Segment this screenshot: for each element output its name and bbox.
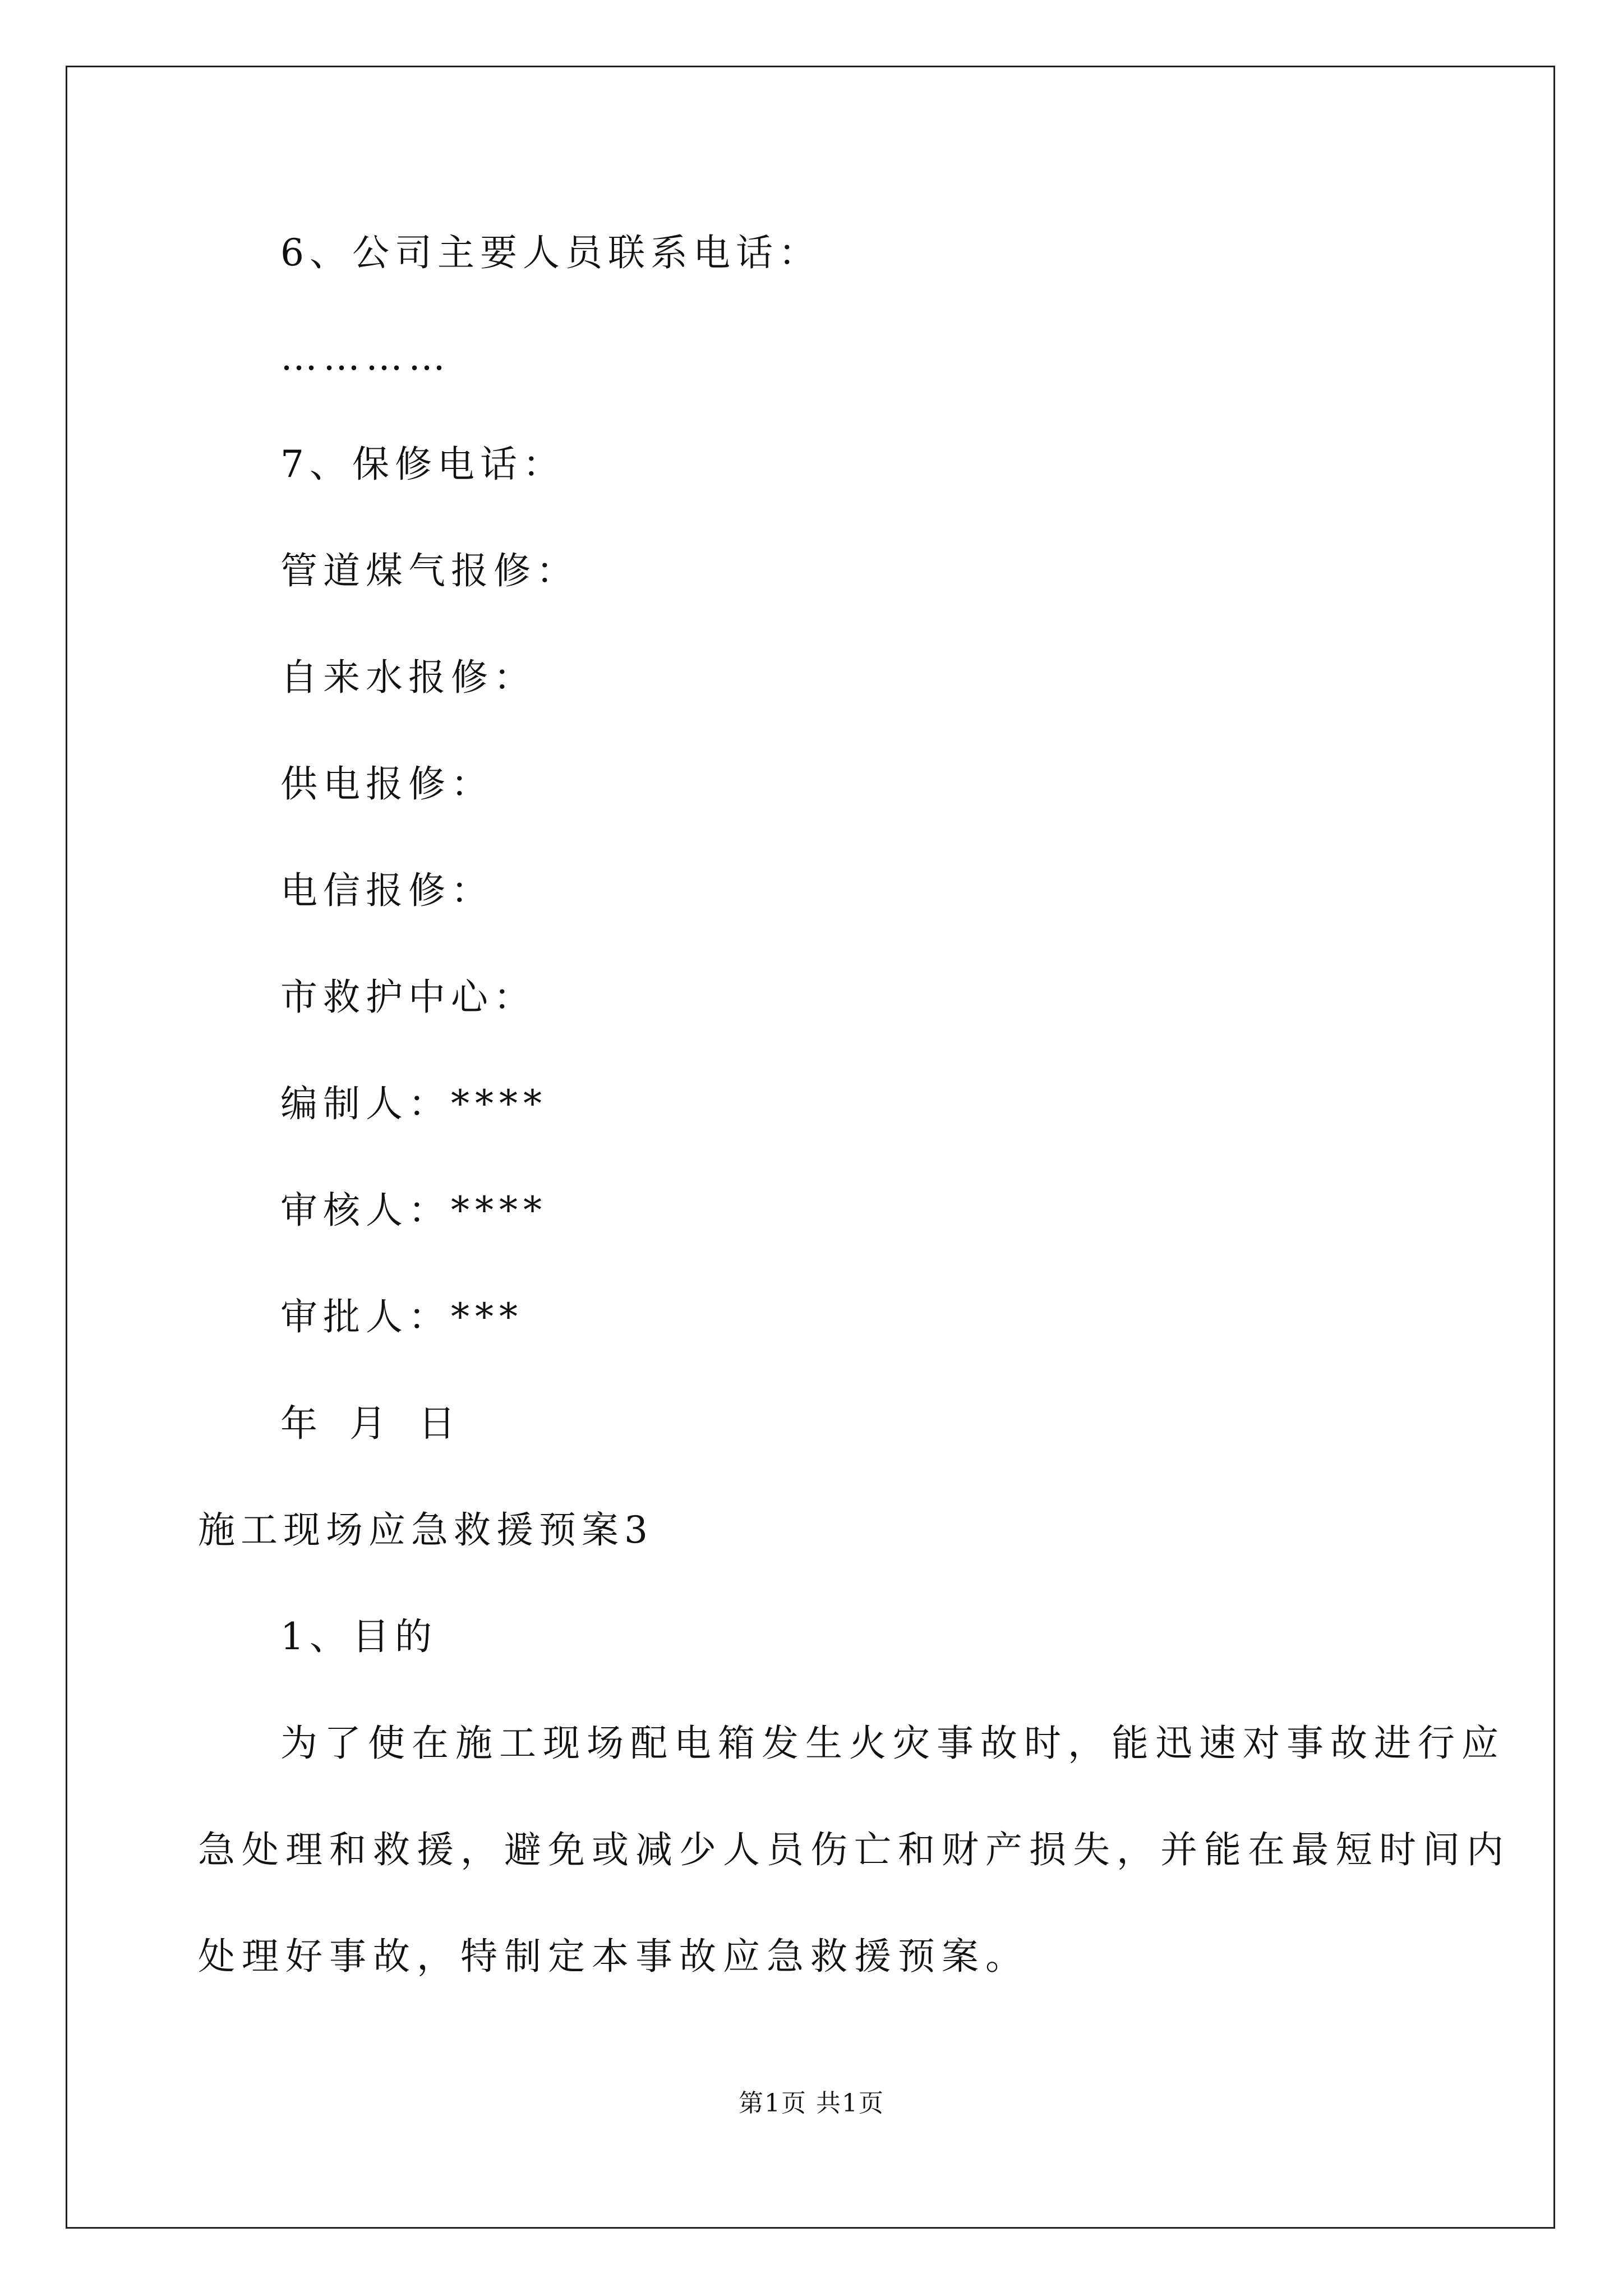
telecom-repair-line: 电信报修： (280, 869, 494, 912)
gas-repair-line: 管道煤气报修： (280, 549, 579, 592)
water-repair-line: 自来水报修： (280, 656, 536, 699)
prepared-by-line: 编制人：**** (280, 1082, 547, 1125)
reviewed-by-line: 审核人：**** (280, 1189, 547, 1232)
paragraph-line-2: 急处理和救援，避免或减少人员伤亡和财产损失，并能在最短时间内 (198, 1828, 1510, 1871)
rescue-center-line: 市救护中心： (280, 976, 536, 1019)
paragraph-line-3: 处理好事故，特制定本事故应急救援预案。 (198, 1935, 1029, 1978)
page-frame (66, 66, 1555, 2229)
repair-phone-heading: 7、保修电话： (280, 443, 565, 486)
approved-by-line: 审批人：*** (280, 1295, 523, 1338)
date-line: 年 月 日 (280, 1402, 465, 1445)
page-footer: 第1页 共1页 (739, 2089, 884, 2118)
contact-phone-heading: 6、公司主要人员联系电话： (280, 231, 821, 274)
paragraph-line-1: 为了使在施工现场配电箱发生火灾事故时，能迅速对事故进行应 (280, 1722, 1505, 1765)
ellipsis-line: ………… (280, 335, 451, 379)
purpose-heading: 1、目的 (280, 1615, 437, 1658)
section-title: 施工现场应急救援预案3 (198, 1508, 653, 1552)
power-repair-line: 供电报修： (280, 762, 494, 806)
